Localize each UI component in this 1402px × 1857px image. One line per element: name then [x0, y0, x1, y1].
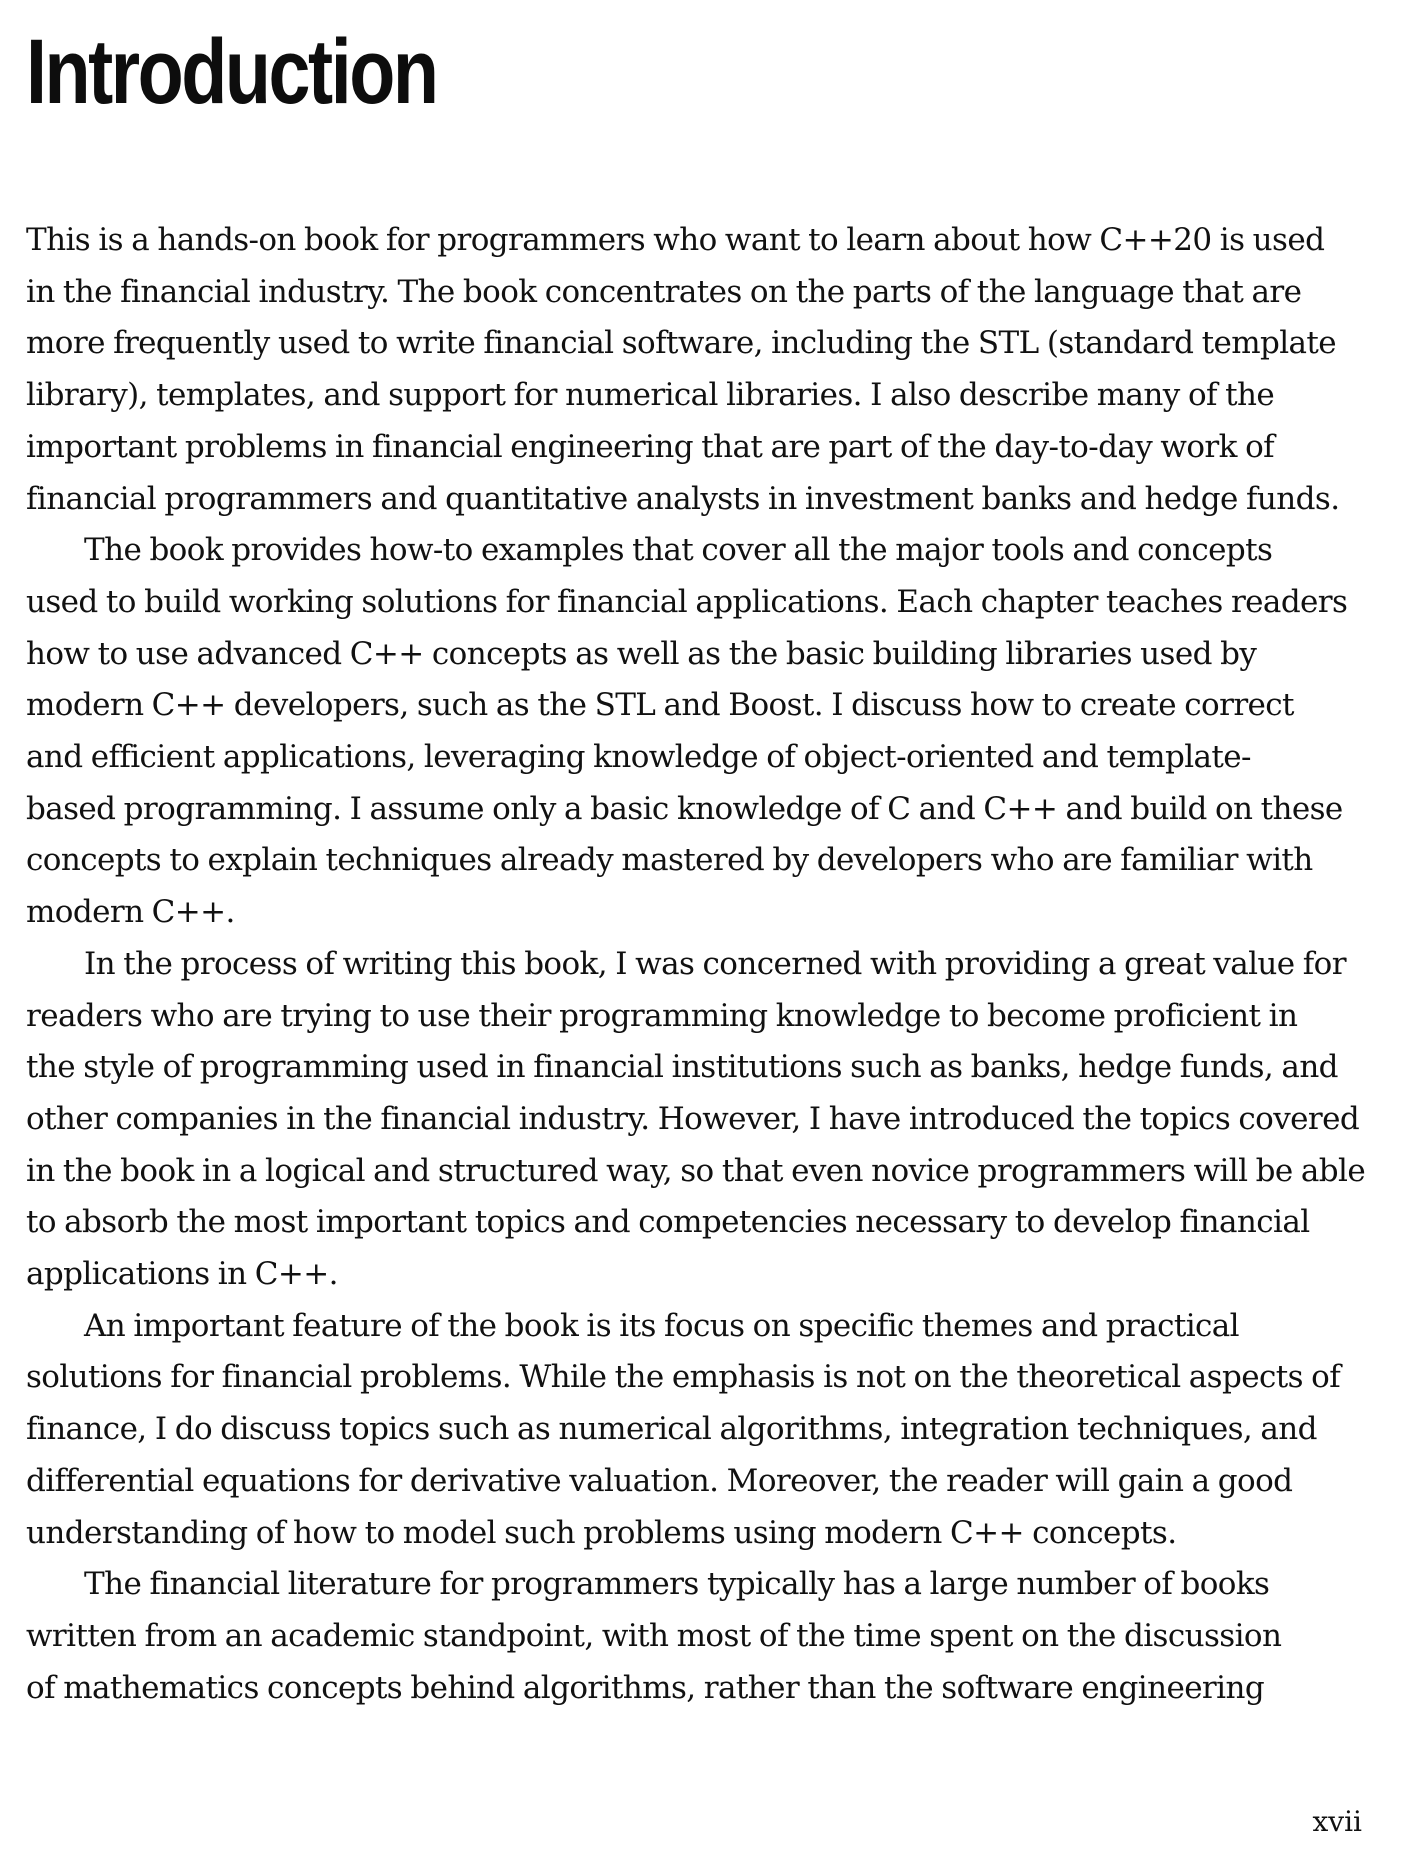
text-line: applications in C++.: [26, 1256, 338, 1293]
text-line: library), templates, and support for numerical libraries. I also describe many of the: [26, 377, 1275, 414]
chapter-title: Introduction: [26, 21, 437, 123]
text-line: used to build working solutions for financial applications. Each chapter teaches readers: [26, 583, 1348, 620]
text-line: to absorb the most important topics and competencies necessary to develop financial: [26, 1204, 1310, 1241]
text-line: solutions for financial problems. While the emphasis is not on the theoretical aspects of: [26, 1359, 1341, 1396]
text-line: This is a hands-on book for programmers who want to learn about how C++20 is used: [26, 222, 1325, 258]
text-line: finance, I do discuss topics such as numerical algorithms, integration techniques, and: [26, 1411, 1317, 1448]
text-line: differential equations for derivative valuation. Moreover, the reader will gain a good: [26, 1462, 1293, 1499]
paragraph-3: [26, 939, 1378, 1301]
text-line: based programming. I assume only a basic knowledge of C and C++ and build on these: [26, 790, 1343, 827]
page-number: xvii: [1312, 1805, 1362, 1838]
paragraph-2: [26, 525, 1378, 939]
text-line: concepts to explain techniques already mastered by developers who are familiar with: [26, 842, 1313, 879]
text-line: more frequently used to write financial software, including the STL (standard template: [26, 325, 1337, 362]
text-line-indented: The financial literature for programmers typically has a large number of books: [84, 1566, 1270, 1603]
text-line-indented: In the process of writing this book, I was concerned with providing a great value for: [84, 945, 1346, 982]
text-line: of mathematics concepts behind algorithms, rather than the software engineering: [26, 1669, 1265, 1706]
text-line: important problems in financial engineering that are part of the day-to-day work of: [26, 428, 1275, 465]
body-text: [26, 215, 1378, 1714]
text-line: readers who are trying to use their programming knowledge to become proficient in: [26, 997, 1298, 1034]
text-line: understanding of how to model such problems using modern C++ concepts.: [26, 1514, 1177, 1551]
text-line: the style of programming used in financial institutions such as banks, hedge funds, and: [26, 1049, 1338, 1086]
text-line: written from an academic standpoint, with most of the time spent on the discussion: [26, 1617, 1282, 1654]
text-line: and efficient applications, leveraging knowledge of object-oriented and template-: [26, 739, 1251, 776]
text-line: modern C++.: [26, 894, 235, 931]
text-line: in the financial industry. The book concentrates on the parts of the language that are: [26, 273, 1302, 310]
text-line: other companies in the financial industry. However, I have introduced the topics covered: [26, 1100, 1360, 1137]
paragraph-4: [26, 1301, 1378, 1560]
text-line: financial programmers and quantitative analysts in investment banks and hedge funds.: [26, 480, 1340, 517]
paragraph-1: [26, 215, 1378, 525]
text-line: how to use advanced C++ concepts as well as the basic building libraries used by: [26, 635, 1257, 672]
paragraph-5: [26, 1559, 1378, 1714]
text-line-indented: The book provides how-to examples that cover all the major tools and concepts: [84, 532, 1273, 569]
text-line-indented: An important feature of the book is its focus on specific themes and practical: [84, 1307, 1239, 1344]
text-line: modern C++ developers, such as the STL and Boost. I discuss how to create correct: [26, 687, 1294, 724]
text-line: in the book in a logical and structured way, so that even novice programmers will be able: [26, 1152, 1366, 1189]
